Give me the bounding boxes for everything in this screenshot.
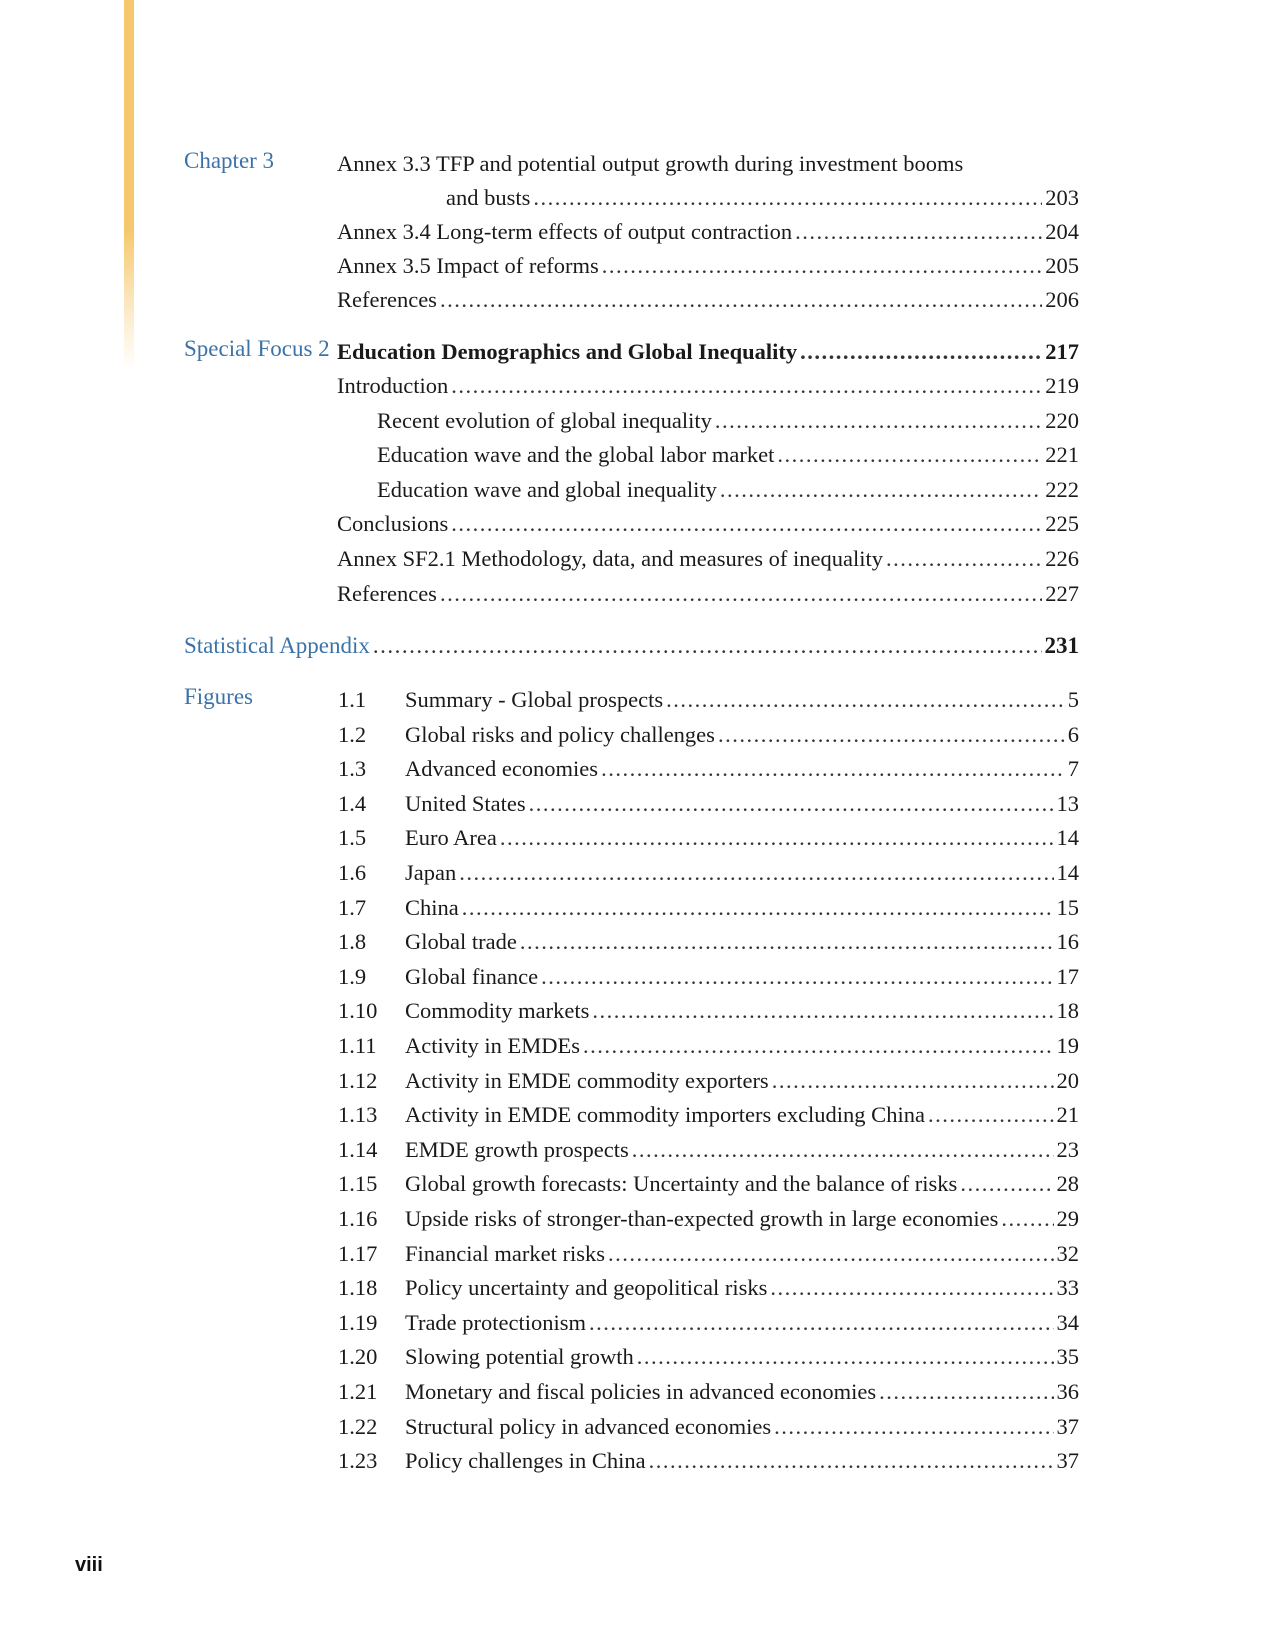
toc-entry-figure-7[interactable] [405,928,1079,956]
leader-dots [770,1274,1053,1302]
leader-dots [440,580,1042,608]
leader-dots [541,963,1053,991]
toc-entry-page: 13 [1056,790,1079,816]
figure-number: 1.22 [338,1413,378,1439]
toc-entry-text: Education wave and the global labor market [377,442,775,468]
toc-entry-page: 205 [1045,253,1079,278]
toc-entry-page: 37 [1056,1413,1079,1439]
toc-entry-text: Education wave and global inequality [377,476,717,502]
toc-entry-page: 217 [1045,339,1079,364]
figure-number: 1.23 [338,1448,378,1474]
toc-entry-text: China [405,894,459,920]
toc-entry-figure-8[interactable] [405,963,1079,991]
figure-number: 1.13 [338,1102,378,1128]
toc-entry-text: Global risks and policy challenges [405,721,715,747]
toc-entry-text: Slowing potential growth [405,1344,634,1370]
leader-dots [451,510,1042,538]
toc-entry-figure-9[interactable] [405,997,1079,1025]
toc-entry-page: 18 [1056,998,1079,1024]
figure-number: 1.6 [338,860,367,885]
leader-dots [649,1447,1054,1475]
toc-entry-page: 29 [1056,1206,1079,1231]
toc-entry-figure-21[interactable] [405,1413,1079,1441]
toc-entry-page: 16 [1056,929,1079,955]
figure-number: 1.17 [338,1240,378,1266]
figure-number: 1.12 [338,1067,378,1093]
toc-entry-page: 203 [1045,185,1079,210]
figure-number: 1.20 [338,1344,378,1370]
figure-number: 1.21 [338,1379,378,1404]
leader-dots [592,997,1053,1025]
leader-dots [583,1032,1054,1060]
toc-entry-page: 204 [1045,219,1079,244]
toc-entry-text: Policy uncertainty and geopolitical risks [405,1275,768,1301]
figure-number: 1.9 [338,963,367,989]
toc-entry-page: 221 [1045,442,1079,468]
toc-entry-special-focus-5[interactable] [337,545,1079,573]
toc-entry-text: Activity in EMDE commodity exporters [405,1067,769,1093]
toc-entry-figure-5[interactable] [405,859,1079,887]
toc-entry-special-focus-3[interactable] [377,476,1079,504]
toc-entry-text: Annex 3.3 TFP and potential output growth during investment booms [337,151,964,176]
leader-dots [462,894,1054,922]
toc-entry-statistical-appendix[interactable] [184,632,1079,660]
toc-entry-special-focus-2[interactable] [377,441,1079,469]
toc-entry-figure-15[interactable] [405,1205,1079,1233]
toc-entry-text: Global growth forecasts: Uncertainty and the balance of risks [405,1171,958,1197]
leader-dots [879,1378,1053,1406]
toc-entry-page: 15 [1056,894,1079,920]
toc-entry-text: Activity in EMDE commodity importers excluding China [405,1102,925,1128]
toc-entry-figure-12[interactable] [405,1101,1079,1129]
toc-entry-special-focus-6[interactable] [337,580,1079,608]
figure-number: 1.16 [338,1206,378,1231]
leader-dots [589,1309,1053,1337]
toc-entry-page: 32 [1056,1240,1079,1266]
leader-dots [601,755,1065,783]
toc-entry-text: Trade protectionism [405,1309,587,1335]
toc-entry-page: 19 [1056,1033,1079,1058]
special-focus-2-label: Special Focus 2 [184,336,330,361]
toc-entry-figure-19[interactable] [405,1343,1079,1371]
toc-entry-page: 220 [1045,407,1079,433]
leader-dots [795,218,1042,246]
leader-dots [632,1136,1054,1164]
toc-entry-page: 20 [1056,1067,1079,1093]
toc-entry-text: Conclusions [337,511,449,537]
leader-dots [928,1101,1054,1129]
toc-entry-page: 5 [1067,687,1079,712]
toc-entry-text: Education Demographics and Global Inequality [337,339,798,364]
toc-entry-text: Japan [405,860,457,885]
figure-number: 1.7 [338,894,367,920]
toc-entry-page: 231 [1044,633,1079,658]
leader-dots [774,1413,1053,1441]
figure-number: 1.10 [338,998,378,1024]
toc-entry-text: Financial market risks [405,1240,605,1266]
toc-entry-special-focus-1[interactable] [377,407,1079,435]
toc-entry-chapter3-0[interactable] [446,184,1079,212]
leader-dots [529,790,1054,818]
leader-dots [500,824,1054,852]
toc-entry-figure-22[interactable] [405,1447,1079,1475]
page-number: viii [75,1554,103,1576]
leader-dots [886,545,1042,573]
toc-entry-text: Global trade [405,929,517,955]
toc-entry-figure-18[interactable] [405,1309,1079,1337]
leader-dots [718,721,1065,749]
figure-number: 1.14 [338,1136,378,1162]
toc-entry-page: 34 [1056,1309,1079,1335]
leader-dots [533,184,1042,212]
toc-entry-figure-20[interactable] [405,1378,1079,1406]
leader-dots [960,1170,1053,1198]
toc-entry-special-focus-title[interactable] [337,338,1079,366]
leader-dots [440,286,1042,314]
figures-label: Figures [184,684,253,709]
leader-dots [608,1240,1054,1268]
toc-entry-text: Commodity markets [405,998,590,1024]
leader-dots [459,859,1053,887]
leader-dots [373,632,1042,660]
leader-dots [1001,1205,1053,1233]
toc-entry-page: 28 [1056,1171,1079,1197]
toc-entry-text: Upside risks of stronger-than-expected growth in large economies [405,1206,999,1231]
toc-entry-page: 7 [1067,756,1079,782]
toc-entry-page: 206 [1045,287,1079,312]
toc-entry-text: Monetary and fiscal policies in advanced economies [405,1379,877,1404]
toc-entry-figure-11[interactable] [405,1067,1079,1095]
toc-entry-text: Structural policy in advanced economies [405,1413,772,1439]
toc-entry-text: Annex 3.5 Impact of reforms [337,253,599,278]
figure-number: 1.15 [338,1171,378,1197]
figure-number: 1.8 [338,929,367,955]
leader-dots [777,441,1042,469]
toc-entry-page: 226 [1045,546,1079,571]
leader-dots [666,686,1065,714]
toc-entry-figure-10[interactable] [405,1032,1079,1060]
toc-entry-chapter3-1[interactable] [337,218,1079,246]
figure-number: 1.18 [338,1275,378,1301]
toc-entry-chapter3-3[interactable] [337,286,1079,314]
toc-entry-page: 227 [1045,580,1079,606]
toc-entry-text: Summary - Global prospects [405,687,664,712]
toc-entry-text: Annex 3.4 Long-term effects of output contraction [337,219,793,244]
toc-entry-figure-13[interactable] [405,1136,1079,1164]
toc-entry-page: 219 [1045,373,1079,398]
toc-entry-figure-0[interactable] [405,686,1079,714]
toc-entry-text: Policy challenges in China [405,1448,646,1474]
figure-number: 1.5 [338,825,367,851]
toc-entry-figure-16[interactable] [405,1240,1079,1268]
toc-entry-special-focus-0[interactable] [337,372,1079,400]
toc-entry-text: and busts [446,185,531,210]
leader-dots [772,1067,1054,1095]
toc-entry-page: 6 [1067,721,1079,747]
toc-entry-figure-4[interactable] [405,824,1079,852]
toc-entry-annex-3-3[interactable] [337,150,963,178]
leader-dots [720,476,1042,504]
figure-number: 1.4 [338,790,367,816]
toc-entry-page: 35 [1056,1344,1079,1370]
toc-entry-figure-17[interactable] [405,1274,1079,1302]
toc-entry-text: Introduction [337,373,449,398]
leader-dots [637,1343,1054,1371]
leader-dots [800,338,1042,366]
leader-dots [451,372,1042,400]
leader-dots [520,928,1054,956]
toc-entry-figure-14[interactable] [405,1170,1079,1198]
toc-entry-page: 21 [1056,1102,1079,1128]
toc-entry-page: 36 [1056,1379,1079,1404]
toc-entry-page: 222 [1045,476,1079,502]
toc-entry-page: 14 [1056,860,1079,885]
chapter-3-label: Chapter 3 [184,148,275,173]
toc-entry-special-focus-4[interactable] [337,510,1079,538]
figure-number: 1.3 [338,756,367,782]
toc-entry-chapter3-2[interactable] [337,252,1079,280]
toc-entry-text: United States [405,790,526,816]
figure-number: 1.11 [338,1033,377,1058]
toc-entry-page: 23 [1056,1136,1079,1162]
toc-entry-page: 14 [1056,825,1079,851]
toc-entry-text: Recent evolution of global inequality [377,407,712,433]
toc-entry-text: EMDE growth prospects [405,1136,629,1162]
toc-entry-text: Advanced economies [405,756,599,782]
toc-entry-text: Global finance [405,963,539,989]
toc-entry-text: Statistical Appendix [184,633,370,658]
toc-entry-figure-1[interactable] [405,721,1079,749]
figure-number: 1.2 [338,721,367,747]
toc-entry-page: 33 [1056,1275,1079,1301]
toc-entry-page: 17 [1056,963,1079,989]
figure-number: 1.1 [338,687,367,712]
toc-entry-page: 225 [1045,511,1079,537]
leader-dots [602,252,1042,280]
decorative-side-bar [124,0,134,370]
toc-entry-figure-6[interactable] [405,894,1079,922]
toc-entry-text: Annex SF2.1 Methodology, data, and measures of inequality [337,546,883,571]
leader-dots [715,407,1042,435]
toc-entry-text: References [337,287,437,312]
toc-entry-figure-2[interactable] [405,755,1079,783]
toc-entry-text: Euro Area [405,825,497,851]
figure-number: 1.19 [338,1309,378,1335]
toc-entry-text: Activity in EMDEs [405,1033,580,1058]
toc-entry-text: References [337,580,437,606]
toc-entry-figure-3[interactable] [405,790,1079,818]
toc-entry-page: 37 [1056,1448,1079,1474]
